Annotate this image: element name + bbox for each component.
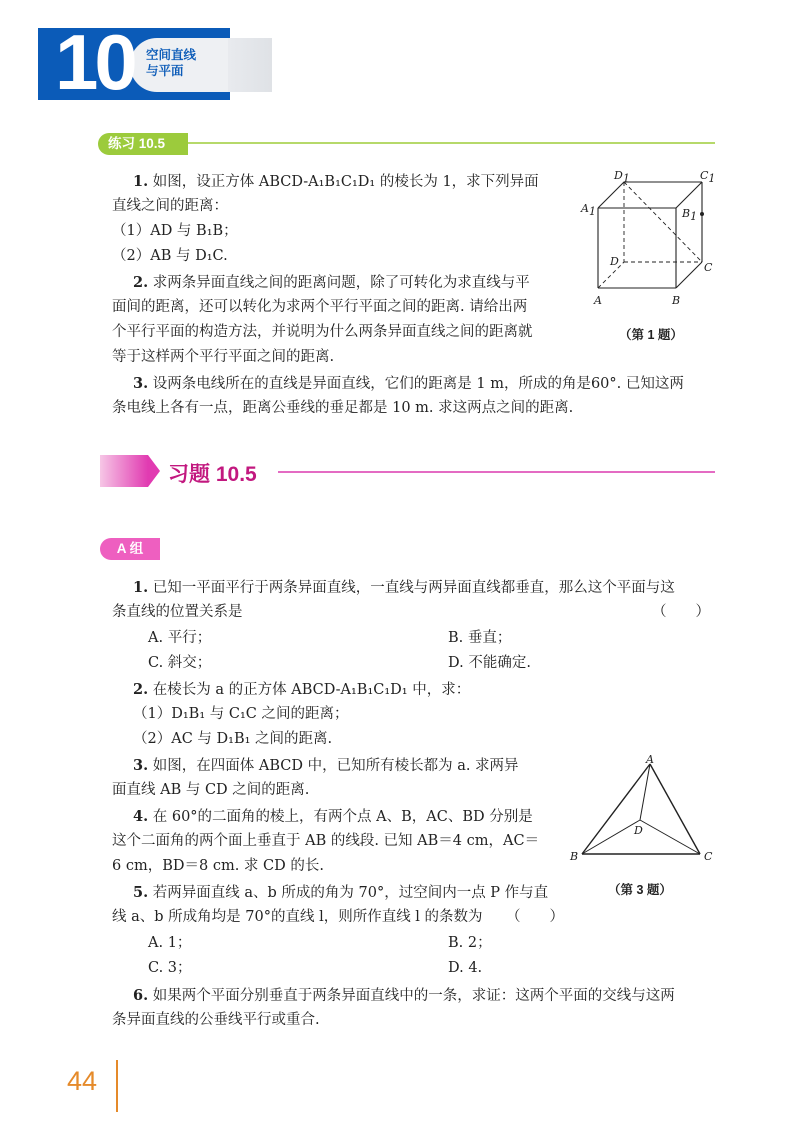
problem-1-option-a: A. 平行； <box>148 630 212 646</box>
problem-1-option-b: B. 垂直； <box>448 630 512 646</box>
exercise-2-line3: 个平行平面的构造方法，并说明为什么两条异面直线之间的距离就 <box>112 324 533 340</box>
chapter-title-line1: 空间直线 <box>146 48 197 62</box>
exercise-1-number: 1. <box>133 173 149 190</box>
tetra-label-C: C <box>704 850 713 863</box>
problem-2-part2: （2）AC 与 D₁B₁ 之间的距离. <box>133 731 333 747</box>
problem-4-line1: 4. 在 60°的二面角的棱上，有两个点 A、B，AC、BD 分别是 <box>133 808 533 825</box>
exercise-2-line4: 等于这样两个平行平面之间的距离. <box>112 349 335 365</box>
problem-1-option-c: C. 斜交； <box>148 655 212 671</box>
problem-3-line2: 面直线 AB 与 CD 之间的距离. <box>112 782 310 798</box>
chapter-title-line2: 与平面 <box>146 64 184 78</box>
problem-1-blank: （ ） <box>652 604 710 620</box>
exercise-1-line2: 直线之间的距离： <box>112 198 228 214</box>
problem-6-line1: 6. 如果两个平面分别垂直于两条异面直线中的一条，求证：这两个平面的交线与这两 <box>133 987 675 1004</box>
problem-5-option-c: C. 3； <box>148 960 192 976</box>
problem-5-option-d: D. 4. <box>448 960 483 976</box>
problem-set-title: 习题 10.5 <box>168 463 257 486</box>
tetra-label-D: D <box>634 824 643 837</box>
exercise-divider <box>188 142 715 144</box>
exercise-1-part1: （1）AD 与 B₁B； <box>112 223 238 239</box>
problem-set-banner <box>100 455 148 487</box>
chapter-title-panel-end <box>228 38 272 92</box>
tetrahedron-figure <box>568 752 718 872</box>
problem-4-line3: 6 cm，BD＝8 cm. 求 CD 的长. <box>112 858 324 874</box>
cube-figure <box>578 168 720 313</box>
problem-5-line1: 5. 若两异面直线 a、b 所成的角为 70°，过空间内一点 P 作与直 <box>133 884 549 901</box>
group-label: A 组 <box>100 538 160 560</box>
cube-label-B1: B1 <box>682 207 698 223</box>
cube-label-D: D <box>610 255 619 268</box>
problem-6-line2: 条异面直线的公垂线平行或重合. <box>112 1012 320 1028</box>
exercise-2-line1: 2. 求两条异面直线之间的距离问题，除了可转化为求直线与平 <box>133 274 530 291</box>
tetra-label-A: A <box>646 753 654 766</box>
problem-5-blank: （ ） <box>506 909 564 925</box>
problem-5-option-b: B. 2； <box>448 935 492 951</box>
cube-label-D1: D1 <box>614 169 630 185</box>
exercise-2-line2: 面间的距离，还可以转化为求两个平行平面之间的距离. 请给出两 <box>112 299 528 315</box>
problem-1-line2: 条直线的位置关系是 <box>112 604 243 620</box>
cube-label-C1: C1 <box>700 169 716 185</box>
page-number-divider <box>116 1060 118 1112</box>
exercise-1-part2: （2）AB 与 D₁C. <box>112 248 228 264</box>
problem-4-line2: 这个二面角的两个面上垂直于 AB 的线段. 已知 AB＝4 cm，AC＝ <box>112 833 540 849</box>
exercise-label: 练习 10.5 <box>98 133 188 155</box>
problem-set-arrow <box>148 455 160 487</box>
tetra-label-B: B <box>570 850 579 863</box>
figure-3-caption: （第 3 题） <box>608 883 672 897</box>
cube-label-C: C <box>704 261 713 274</box>
cube-label-A1: A1 <box>581 202 596 218</box>
exercise-3-line1: 3. 设两条电线所在的直线是异面直线，它们的距离是 1 m，所成的角是60°. 已知这两 <box>133 375 684 392</box>
cube-label-B: B <box>672 294 681 307</box>
exercise-3-line2: 条电线上各有一点，距离公垂线的垂足都是 10 m. 求这两点之间的距离. <box>112 400 574 416</box>
problem-2-line1: 2. 在棱长为 a 的正方体 ABCD-A₁B₁C₁D₁ 中，求： <box>133 681 471 698</box>
exercise-1-line1: 1. 如图，设正方体 ABCD-A₁B₁C₁D₁ 的棱长为 1，求下列异面 <box>133 173 539 190</box>
cube-point-marker <box>700 212 704 216</box>
figure-1-caption: （第 1 题） <box>619 328 683 342</box>
problem-5-line2: 线 a、b 所成角均是 70°的直线 l，则所作直线 l 的条数为 <box>112 909 483 925</box>
cube-label-A: A <box>594 294 602 307</box>
chapter-number: 10 <box>55 18 134 106</box>
problem-3-line1: 3. 如图，在四面体 ABCD 中，已知所有棱长都为 a. 求两异 <box>133 757 519 774</box>
problem-1-line1: 1. 已知一平面平行于两条异面直线，一直线与两异面直线都垂直，那么这个平面与这 <box>133 579 675 596</box>
problem-5-option-a: A. 1； <box>148 935 192 951</box>
problem-2-part1: （1）D₁B₁ 与 C₁C 之间的距离； <box>133 706 349 722</box>
problem-set-divider <box>278 471 715 473</box>
page-number: 44 <box>67 1066 98 1096</box>
problem-1-option-d: D. 不能确定. <box>448 655 531 671</box>
